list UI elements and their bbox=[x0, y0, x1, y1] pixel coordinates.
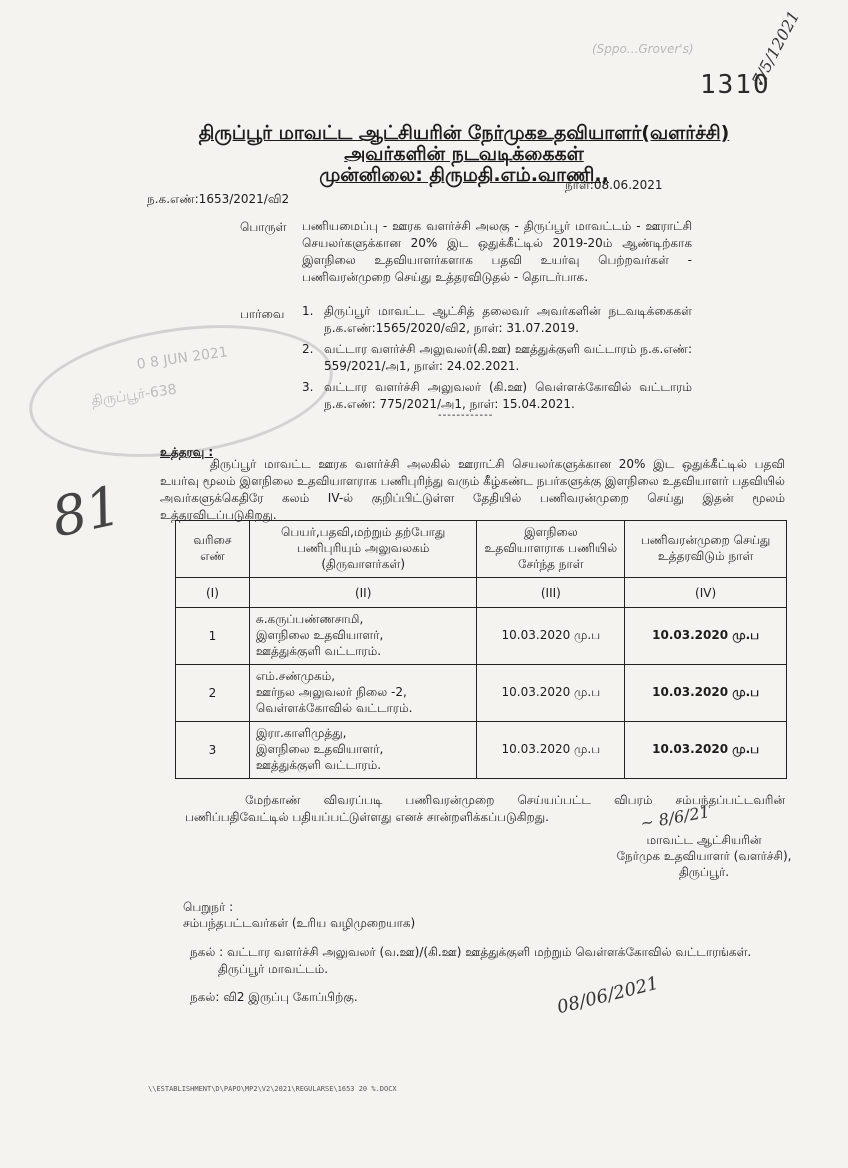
recipients-text: சம்பந்தபட்டவர்கள் (உரிய வழிமுறையாக) bbox=[183, 916, 416, 930]
col-header-joined: இளநிலை உதவியாளராக பணியில் சேர்ந்த நாள் bbox=[477, 521, 625, 578]
header-line-2: அவர்களின் நடவடிக்கைகள் bbox=[344, 143, 584, 165]
copy-to-block-1: நகல் : வட்டார வளர்ச்சி அலுவலர் (வ.ஊ)/(கி.ஊ) ஊத்துக்குளி மற்றும் வெள்ளக்கோவில் வட்டாரங்கள். திருப்பூர் மாவட்டம். bbox=[190, 945, 752, 976]
confirmation-text: மேற்காண் விவரப்படி பணிவரன்முறை செய்யப்பட்ட விபரம் சம்பந்தப்பட்டவரின் பணிப்பதிவேட்டில் பதியப்பட்டுள்ளது எனச் சான்றளிக்கப்படுகிறது. bbox=[185, 793, 785, 824]
file-path-footer: \\ESTABLISHMENT\D\PAPO\MP2\V2\2021\REGULARSE\1653 20 %.DOCX bbox=[148, 1085, 397, 1093]
subject-text: பணியமைப்பு - ஊரக வளர்ச்சி அலகு - திருப்பூர் மாவட்டம் - ஊராட்சி செயலர்களுக்கான 20% இட ஒதுக்கீட்டில் 2019-20ம் ஆண்டிற்காக இளநிலை உதவியாளர்களாக பதவி உயர்வு பெற்றவர்கள் - பணிவரன்முறை செய்து உத்தரவிடுதல் - தொடர்பாக. bbox=[302, 219, 692, 284]
reference-number: ந.க.எண்:1653/2021/வி2 bbox=[147, 192, 290, 206]
header-line-1: திருப்பூர் மாவட்ட ஆட்சியரின் நேர்முகஉதவியாளர்(வளர்ச்சி) bbox=[198, 122, 730, 144]
col-header-name: பெயர்,பதவி,மற்றும் தற்போது பணிபுரியும் அலுவலகம் (திருவாளர்கள்) bbox=[249, 521, 477, 578]
col-header-regularised: பணிவரன்முறை செய்து உத்தரவிடும் நாள் bbox=[625, 521, 787, 578]
subject-label: பொருள் bbox=[240, 220, 287, 234]
handwritten-margin-mark: 81 bbox=[46, 473, 127, 550]
signature-line-2: நேர்முக உதவியாளர் (வளர்ச்சி), bbox=[616, 849, 792, 863]
recipients-label: பெறுநர் : bbox=[183, 900, 234, 914]
divider: ------------ bbox=[438, 410, 494, 421]
table-header-row bbox=[176, 521, 787, 578]
reference-item: 1. திருப்பூர் மாவட்ட ஆட்சித் தலைவர் அவர்களின் நடவடிக்கைகள் ந.க.எண்:1565/2020/வி2, நாள்: 31.07.2019. bbox=[302, 304, 692, 335]
inward-stamp-number: 1310 bbox=[700, 70, 771, 100]
order-text: திருப்பூர் மாவட்ட ஊரக வளர்ச்சி அலகில் ஊராட்சி செயலர்களுக்கான 20% இட ஒதுக்கீட்டில் பதவி உயர்வு மூலம் இளநிலை உதவியாளராக பணிபுரிந்து வரும் கீழ்கண்ட நபர்களுக்கு இளநிலை உதவியாளர் பதவியில் அவர்களுக்கெதிரே கலம் IV-ல் குறிப்பிட்டுள்ள தேதியில் பணிவரன்முறை செய்து இதன் மூலம் உத்தரவிடப்படுகிறது. bbox=[160, 457, 785, 522]
handwritten-note-date: 08/06/2021 bbox=[555, 972, 661, 1019]
copy-to-block-2: நகல்: வி2 இருப்பு கோப்பிற்கு. bbox=[190, 990, 358, 1004]
document-date: நாள்:08.06.2021 bbox=[565, 178, 663, 192]
col-header-sno: வரிசை எண் bbox=[176, 521, 250, 578]
references-label: பார்வை bbox=[240, 307, 285, 321]
references-list bbox=[302, 303, 692, 417]
regularisation-table bbox=[175, 520, 787, 779]
column-number-row: (I) (II) (III) (IV) bbox=[176, 578, 787, 608]
signature-line-3: திருப்பூர். bbox=[678, 865, 730, 879]
reference-item: 2. வட்டார வளர்ச்சி அலுவலர்(கி.ஊ) ஊத்துக்குளி வட்டாரம் ந.க.எண்: 559/2021/அ1, நாள்: 24.02.2021. bbox=[302, 342, 692, 373]
handwritten-date-topright: 7/5/12021 bbox=[748, 7, 804, 89]
reference-item: 3. வட்டார வளர்ச்சி அலுவலர் (கி.ஊ) வெள்ளக்கோவில் வட்டாரம் ந.க.எண்: 775/2021/அ1, நாள்: 15.04.2021. bbox=[302, 380, 692, 411]
office-seal-stamp: 0 8 JUN 2021 திருப்பூர்-638 bbox=[21, 307, 342, 474]
header-line-3: முன்னிலை: திருமதி.எம்.வாணி., bbox=[319, 164, 609, 186]
faint-stamp-text: (Sppo...Grover's) bbox=[592, 42, 694, 56]
table-row: 1 சு.கருப்பண்ணசாமி, இளநிலை உதவியாளர், ஊத்துக்குளி வட்டாரம். 10.03.2020 மு.ப 10.03.2020 மு.ப bbox=[176, 608, 787, 665]
order-label: உத்தரவு : bbox=[160, 445, 214, 459]
signature-line-1: மாவட்ட ஆட்சியரின் bbox=[646, 833, 762, 847]
signature-block bbox=[584, 832, 824, 880]
table-row: 3 இரா.காளிமுத்து, இளநிலை உதவியாளர், ஊத்துக்குளி வட்டாரம். 10.03.2020 மு.ப 10.03.2020 மு.ப bbox=[176, 722, 787, 779]
table-row: 2 எம்.சண்முகம், ஊர்நல அலுவலர் நிலை -2, வெள்ளக்கோவில் வட்டாரம். 10.03.2020 மு.ப 10.03.2020 மு.ப bbox=[176, 665, 787, 722]
signature-scribble: ~ 8/6/21 bbox=[638, 802, 712, 833]
